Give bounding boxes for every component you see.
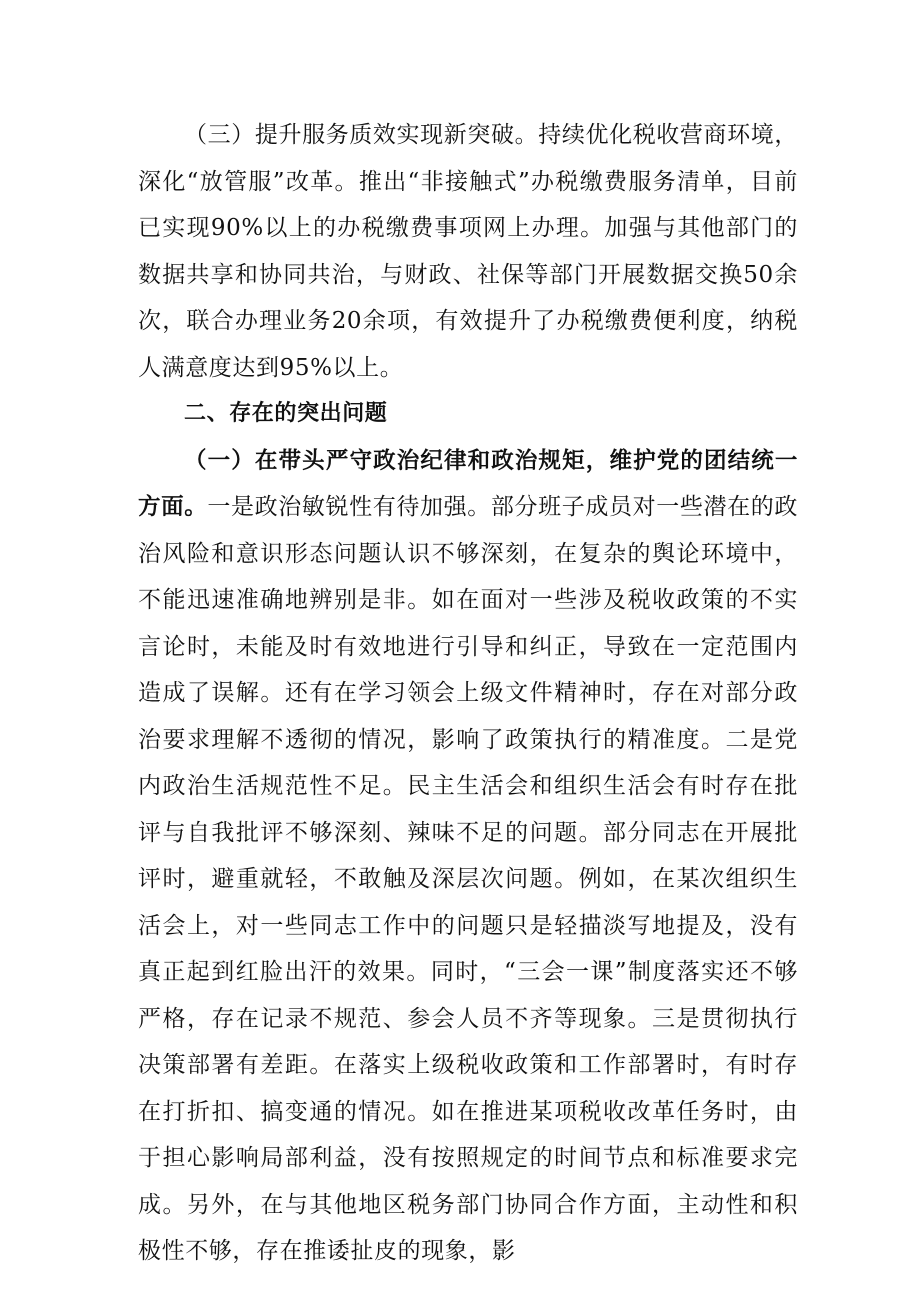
paragraph-issue-one xyxy=(138,438,798,1275)
document-body xyxy=(138,112,798,1275)
paragraph-service-improvement: （三）提升服务质效实现新突破。持续优化税收营商环境，深化“放管服”改革。推出“非接触式”办税缴费服务清单，目前已实现90%以上的办税缴费事项网上办理。加强与其他部门的数据共享和协同共治，与财政、社保等部门开展数据交换50余次，联合办理业务20余项，有效提升了办税缴费便利度，纳税人满意度达到95%以上。 xyxy=(138,122,798,381)
section-heading-problems: 二、存在的突出问题 xyxy=(184,401,388,426)
issue-one-lead: （一）在带头严守政治纪律和政治规矩，维护党的团结统一方面。 xyxy=(138,447,798,520)
issue-one-body: 一是政治敏锐性有待加强。部分班子成员对一些潜在的政治风险和意识形态问题认识不够深刻，在复杂的舆论环境中，不能迅速准确地辨别是非。如在面对一些涉及税收政策的不实言论时，未能及时有效地进行引导和纠正，导致在一定范围内造成了误解。还有在学习领会上级文件精神时，存在对部分政治要求理解不透彻的情况，影响了政策执行的精准度。二是党内政治生活规范性不足。民主生活会和组织生活会有时存在批评与自我批评不够深刻、辣味不足的问题。部分同志在开展批评时，避重就轻，不敢触及深层次问题。例如，在某次组织生活会上，对一些同志工作中的问题只是轻描淡写地提及，没有真正起到红脸出汗的效果。同时，“三会一课”制度落实还不够严格，存在记录不规范、参会人员不齐等现象。三是贯彻执行决策部署有差距。在落实上级税收政策和工作部署时，有时存在打折扣、搞变通的情况。如在推进某项税收改革任务时，由于担心影响局部利益，没有按照规定的时间节点和标准要求完成。另外，在与其他地区税务部门协同合作方面，主动性和积极性不够，存在推诿扯皮的现象，影 xyxy=(138,494,799,1264)
